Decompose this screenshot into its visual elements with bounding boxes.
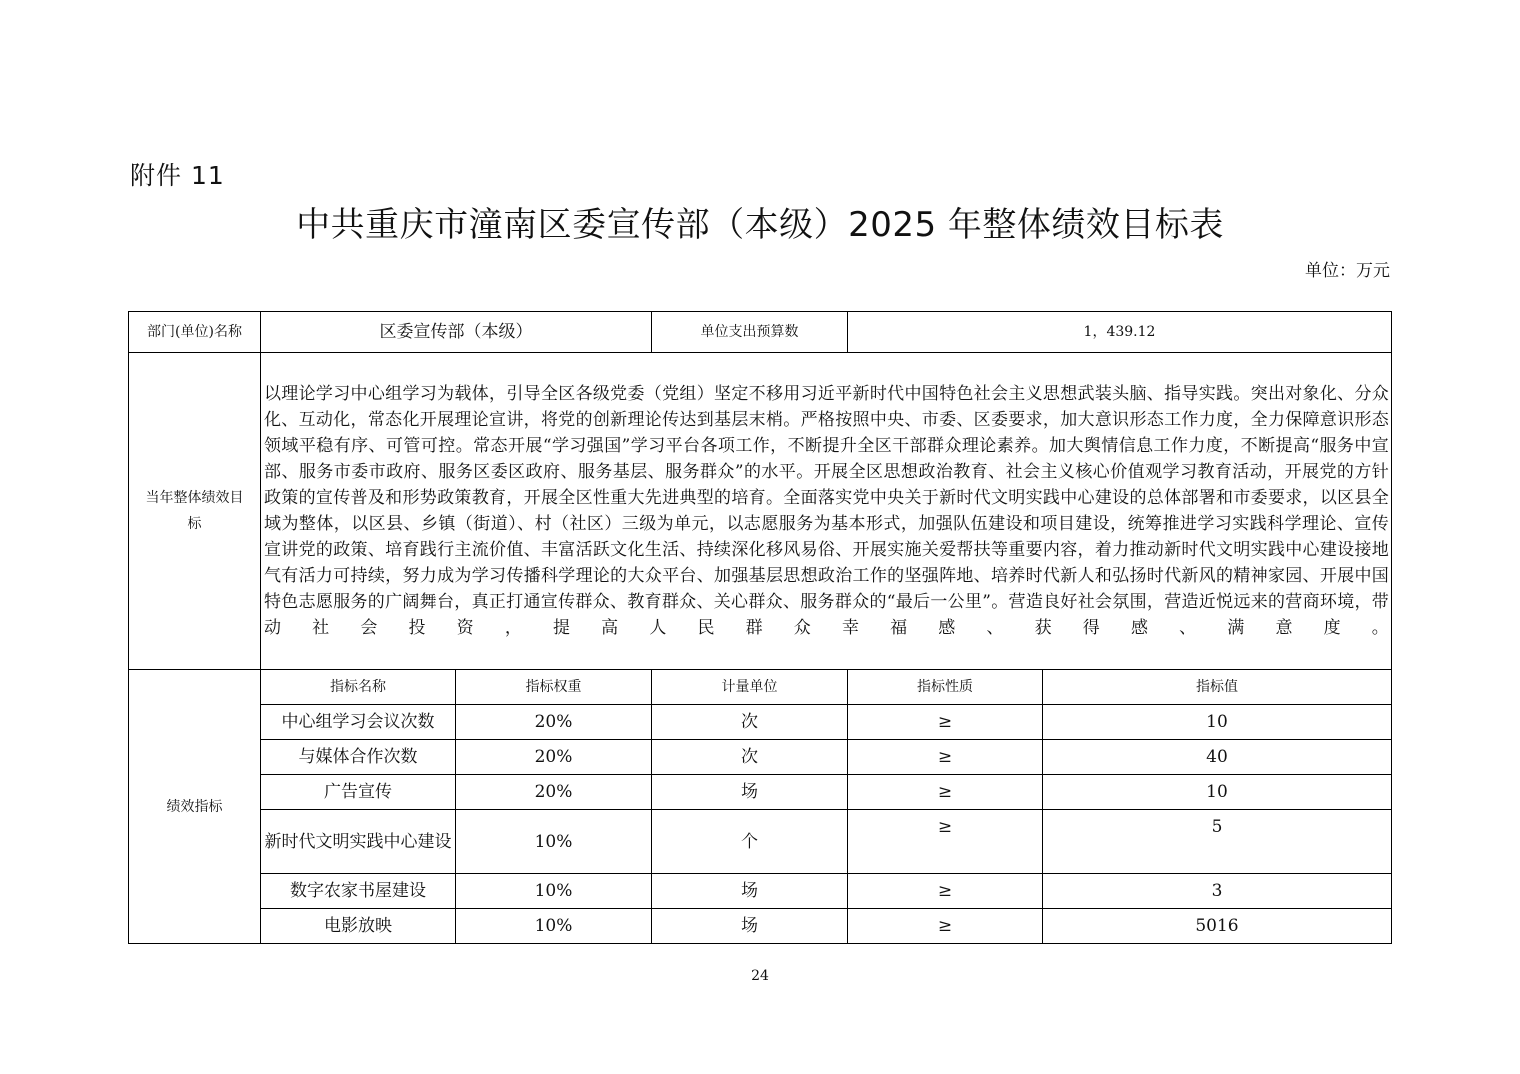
header-measure-unit: 计量单位: [652, 670, 848, 705]
page-number: 24: [751, 968, 769, 984]
indicator-value: 5016: [1043, 909, 1392, 944]
unit-label: 单位：万元: [1305, 261, 1390, 281]
indicator-value: 40: [1043, 740, 1392, 775]
annual-goal-row: [129, 353, 1392, 670]
annual-goal-text: [261, 353, 1392, 670]
indicator-nature: ≥: [848, 705, 1043, 740]
indicator-weight: 20%: [456, 775, 652, 810]
attachment-label: 附件 11: [130, 161, 225, 190]
header-indicator-name: 指标名称: [261, 670, 456, 705]
indicator-value: 5: [1043, 810, 1392, 874]
indicator-weight: 20%: [456, 740, 652, 775]
budget-label: 单位支出预算数: [652, 312, 848, 353]
header-indicator-nature: 指标性质: [848, 670, 1043, 705]
indicator-weight: 10%: [456, 810, 652, 874]
indicator-weight: 10%: [456, 874, 652, 909]
indicator-value: 10: [1043, 705, 1392, 740]
table-row: [129, 810, 1392, 874]
indicator-nature: ≥: [848, 874, 1043, 909]
indicator-weight: 20%: [456, 705, 652, 740]
header-indicator-value: 指标值: [1043, 670, 1392, 705]
annual-goal-label: 当年整体绩效目标: [129, 353, 261, 670]
table-row: [129, 705, 1392, 740]
table-row: [129, 874, 1392, 909]
indicator-header-row: [129, 670, 1392, 705]
indicator-name: 数字农家书屋建设: [261, 874, 456, 909]
indicator-nature: ≥: [848, 740, 1043, 775]
indicator-unit: 次: [652, 740, 848, 775]
budget-value: 1，439.12: [848, 312, 1392, 353]
table-row: [129, 775, 1392, 810]
department-row: [129, 312, 1392, 353]
table-row: [129, 909, 1392, 944]
indicator-unit: 场: [652, 909, 848, 944]
indicator-nature: ≥: [848, 909, 1043, 944]
indicator-name: 新时代文明实践中心建设: [261, 810, 456, 874]
indicator-name: 电影放映: [261, 909, 456, 944]
indicator-unit: 个: [652, 810, 848, 874]
indicator-unit: 场: [652, 874, 848, 909]
indicator-nature: ≥: [848, 775, 1043, 810]
indicator-value: 3: [1043, 874, 1392, 909]
indicator-value: 10: [1043, 775, 1392, 810]
dept-name-label: 部门(单位)名称: [129, 312, 261, 353]
indicator-name: 与媒体合作次数: [261, 740, 456, 775]
indicator-unit: 场: [652, 775, 848, 810]
document-title: 中共重庆市潼南区委宣传部（本级）2025 年整体绩效目标表: [296, 205, 1224, 245]
header-indicator-weight: 指标权重: [456, 670, 652, 705]
indicator-weight: 10%: [456, 909, 652, 944]
table-row: [129, 740, 1392, 775]
indicators-label: 绩效指标: [129, 670, 261, 944]
indicator-name: 中心组学习会议次数: [261, 705, 456, 740]
performance-target-table: [128, 311, 1392, 944]
indicator-nature: ≥: [848, 810, 1043, 874]
indicator-unit: 次: [652, 705, 848, 740]
annual-goal-body: 以理论学习中心组学习为载体，引导全区各级党委（党组）坚定不移用习近平新时代中国特色社会主义思想武装头脑、指导实践。突出对象化、分众化、互动化，常态化开展理论宣讲，将党的创新理论传达到基层末梢。严格按照中央、市委、区委要求，加大意识形态工作力度，全力保障意识形态领域平稳有序、可管可控。常态开展“学习强国”学习平台各项工作，不断提升全区干部群众理论素养。加大舆情信息工作力度，不断提高“服务中宣部、服务市委市政府、服务区委区政府、服务基层、服务群众”的水平。开展全区思想政治教育、社会主义核心价值观学习教育活动，开展党的方针政策的宣传普及和形势政策教育，开展全区性重大先进典型的培育。全面落实党中央关于新时代文明实践中心建设的总体部署和市委要求，以区县全域为整体，以区县、乡镇（街道）、村（社区）三级为单元，以志愿服务为基本形式，加强队伍建设和项目建设，统筹推进学习实践科学理论、宣传宣讲党的政策、培育践行主流价值、丰富活跃文化生活、持续深化移风易俗、开展实施关爱帮扶等重要内容，着力推动新时代文明实践中心建设接地气有活力可持续，努力成为学习传播科学理论的大众平台、加强基层思想政治工作的坚强阵地、培养时代新人和弘扬时代新风的精神家园、开展中国特色志愿服务的广阔舞台，真正打通宣传群众、教育群众、关心群众、服务群众的“最后一公里”。营造良好社会氛围，营造近悦远来的营商环境，带动社会投资，提高人民群众幸福感、获得感、满意度。: [264, 383, 1389, 639]
dept-name-value: 区委宣传部（本级）: [261, 312, 652, 353]
indicator-name: 广告宣传: [261, 775, 456, 810]
